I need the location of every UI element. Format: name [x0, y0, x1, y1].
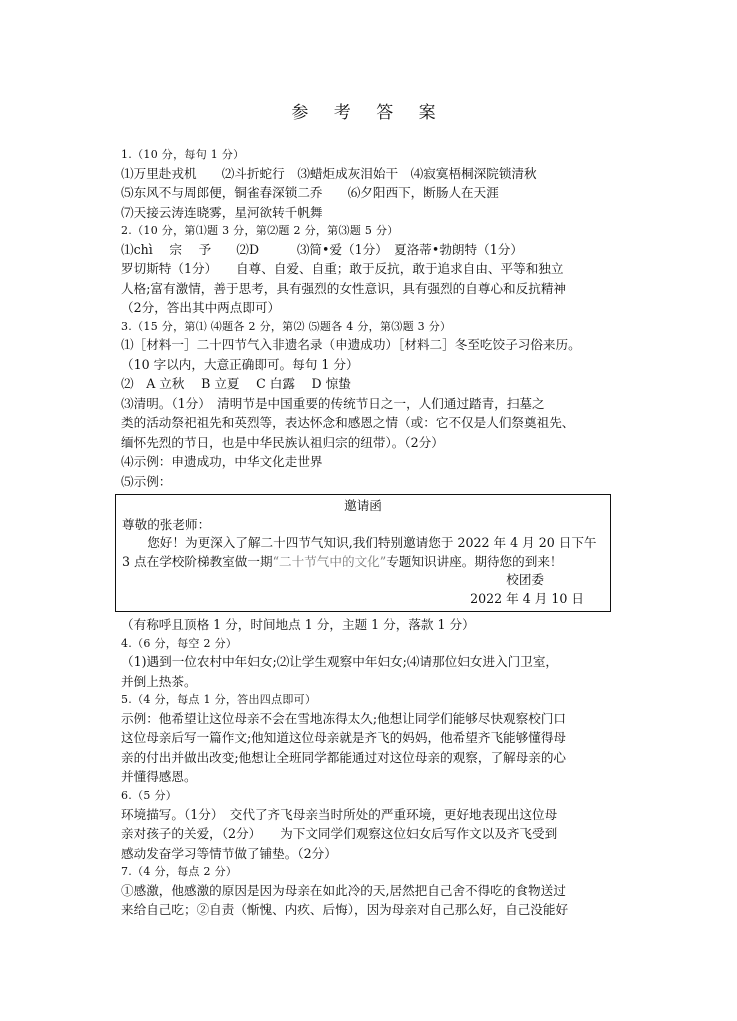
q6-header: 6.（5 分）: [121, 788, 178, 802]
q5-line: 亲的付出并做出改变;他想让全班同学都能通过对这位母亲的观察，了解母亲的心: [121, 749, 567, 765]
letter-body-main: 您好！为更深入了解二十四节气知识,我们特别邀请您于 2022 年 4 月 20 日下午 3 点在学校阶梯教室做一期: [122, 535, 597, 569]
q3-header: 3.（15 分，第⑴ ⑷题各 2 分，第⑵ ⑸题各 4 分，第⑶题 3 分）: [121, 319, 452, 333]
q1-line: ⑺天接云涛连晓雾，星河欲转千帆舞: [121, 204, 323, 220]
letter-date: 2022 年 4 月 10 日: [470, 590, 584, 606]
letter-heading: 邀请函: [344, 498, 382, 514]
q5-header: 5.（4 分，每点 1 分，答出四点即可）: [121, 693, 317, 707]
letter-salutation: 尊敬的张老师：: [122, 516, 211, 532]
q3-line: 缅怀先烈的节日，也是中华民族认祖归宗的纽带）。（2分）: [121, 434, 444, 450]
q3-line: 类的活动祭祀祖先和英烈等，表达怀念和感恩之情（或：它不仅是人们祭奠祖先、: [121, 415, 575, 431]
q5-line: 示例：他希望让这位母亲不会在雪地冻得太久;他想让同学们能够尽快观察校门口: [121, 710, 567, 726]
q4-header: 4.（6 分，每空 2 分）: [121, 636, 238, 650]
q2-header: 2.（10 分，第⑴题 3 分，第⑵题 2 分，第⑶题 5 分）: [121, 224, 399, 238]
q2-line: 罗切斯特（1分） 自尊、自爱、自重；敢于反抗，敢于追求自由、平等和独立: [121, 261, 564, 277]
q3-line: （10 字以内，大意正确即可。每句 1 分）: [121, 356, 359, 372]
q7-line: 来给自己吃；②自责（惭愧、内疚、后悔），因为母亲对自己那么好，自己没能好: [121, 902, 569, 918]
q4-line: （1)遇到一位农村中年妇女;⑵让学生观察中年妇女;⑷请那位妇女进入门卫室，: [121, 654, 559, 670]
q3-scoring-note: （有称呼且顶格 1 分，时间地点 1 分，主题 1 分，落款 1 分）: [121, 617, 475, 633]
letter-body-closing: 专题知识讲座。期待您的到来！: [386, 553, 563, 569]
q6-line: 感动发奋学习等情节做了铺垫。（2分）: [121, 845, 337, 861]
q2-line: ⑴chì 宗 予 ⑵D ⑶简•爱（1分） 夏洛蒂•勃朗特（1分）: [121, 241, 523, 257]
q6-line: 环境描写。（1分） 交代了齐飞母亲当时所处的严重环境，更好地表现出这位母: [121, 806, 558, 822]
q3-line: ⑴［材料一］二十四节气入非遗名录（申遗成功）［材料二］冬至吃饺子习俗来历。: [121, 337, 581, 353]
q5-line: 这位母亲后写一篇作文;他知道这位母亲就是齐飞的妈妈，他希望齐飞能够懂得母: [121, 730, 567, 746]
answer-content: [121, 146, 621, 920]
q6-line: 亲对孩子的关爱，（2分） 为下文同学们观察这位妇女后写作文以及齐飞受到: [121, 826, 558, 842]
q3-line: ⑸示例：: [121, 473, 172, 489]
letter-signer: 校团委: [506, 572, 544, 588]
q1-line: ⑸东风不与周郎便，铜雀春深锁二乔 ⑹夕阳西下，断肠人在天涯: [121, 185, 499, 201]
letter-body-topic: “二十节气中的文化”: [272, 553, 387, 569]
q7-line: ①感激，他感激的原因是因为母亲在如此冷的天,居然把自己舍不得吃的食物送过: [121, 882, 566, 898]
letter-body: [122, 534, 604, 571]
q2-line: 人格;富有激情，善于思考，具有强烈的女性意识，具有强烈的自尊心和反抗精神: [121, 280, 567, 296]
q2-line: （2分，答出其中两点即可）: [121, 300, 281, 316]
page-title: 参 考 答 案: [291, 103, 446, 123]
invitation-letter-box: [115, 494, 611, 612]
q1-line: ⑴万里赴戎机 ⑵斗折蛇行 ⑶蜡炬成灰泪始干 ⑷寂寞梧桐深院锁清秋: [121, 165, 537, 181]
q4-line: 并倒上热茶。: [121, 673, 197, 689]
q3-line: ⑷示例：申遗成功，中华文化走世界: [121, 454, 323, 470]
q3-line: ⑵ A 立秋 B 立夏 C 白露 D 惊蛰: [121, 376, 351, 392]
q5-line: 并懂得感恩。: [121, 769, 197, 785]
q7-header: 7.（4 分，每点 2 分）: [121, 865, 238, 879]
q3-line: ⑶清明。（1分） 清明节是中国重要的传统节日之一，人们通过踏青，扫墓之: [121, 395, 545, 411]
q1-header: 1.（10 分，每句 1 分）: [121, 148, 245, 161]
